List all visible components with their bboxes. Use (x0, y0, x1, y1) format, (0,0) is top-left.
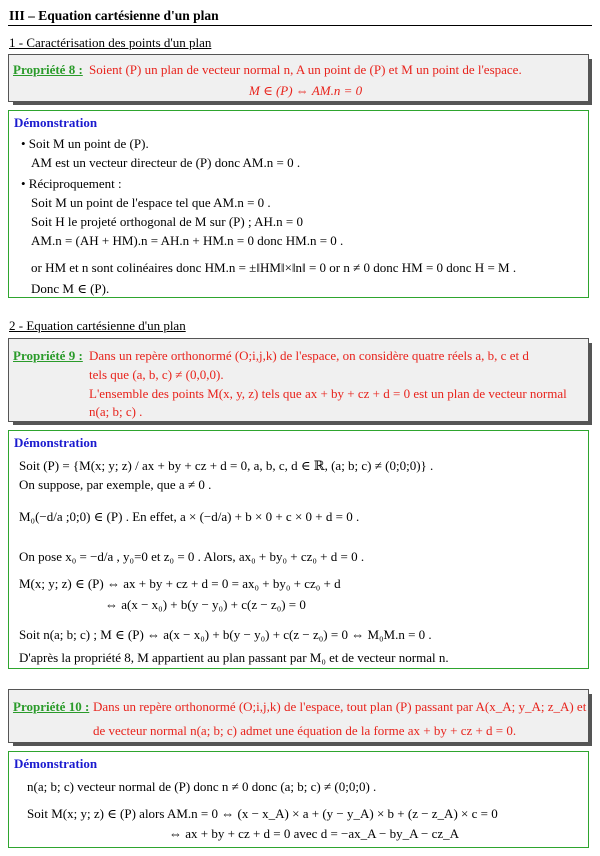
property-9-label: Propriété 9 : (13, 348, 83, 363)
title-rule (8, 25, 592, 26)
demo2-line-4: On pose x₀ = −d/a , y₀=0 et z₀ = 0 . Alors, ax₀ + by₀ + cz₀ + d = 0 . (19, 549, 365, 564)
demo2-line-7: Soit n(a; b; c) ; M ∈ (P) ⇔ a(x − x₀) + b(y − y₀) + c(z − z₀) = 0 ⇔ M₀M.n = 0 . (19, 627, 432, 642)
demo3-line-2: Soit M(x; y; z) ∈ (P) alors AM.n = 0 ⇔ (x − x_A) × a + (y − y_A) × b + (z − z_A) × c = 0 (27, 806, 498, 821)
demo1-line-8: Donc M ∈ (P). (31, 281, 110, 296)
demonstration-1-box (8, 110, 589, 298)
property-9-line-3: L'ensemble des points M(x, y, z) tels que ax + by + cz + d = 0 est un plan de vecteur normal (89, 386, 567, 401)
demo1-line-6: AM.n = (AH + HM).n = AH.n + HM.n = 0 donc HM.n = 0 . (31, 233, 344, 248)
subsection-2-title: 2 - Equation cartésienne d'un plan (9, 318, 186, 333)
demonstration-1-title: Démonstration (14, 115, 98, 130)
demo2-line-2: On suppose, par exemple, que a ≠ 0 . (19, 477, 212, 492)
demo2-line-5: M(x; y; z) ∈ (P) ⇔ ax + by + cz + d = 0 = ax₀ + by₀ + cz₀ + d (19, 576, 341, 591)
property-10-box (8, 689, 589, 743)
demo3-line-3: ⇔ ax + by + cz + d = 0 avec d = −ax_A − by_A − cz_A (169, 826, 460, 841)
property-9-line-2: tels que (a, b, c) ≠ (0,0,0). (89, 367, 224, 382)
demo2-line-8: D'après la propriété 8, M appartient au plan passant par M₀ et de vecteur normal n. (19, 650, 449, 665)
demo2-line-6: ⇔ a(x − x₀) + b(y − y₀) + c(z − z₀) = 0 (105, 597, 306, 612)
property-8-label: Propriété 8 : (13, 62, 83, 77)
property-8-box (8, 54, 589, 102)
demonstration-2-box (8, 430, 589, 669)
demo2-line-3: M₀(−d/a ;0;0) ∈ (P) . En effet, a × (−d/a) + b × 0 + c × 0 + d = 0 . (19, 509, 360, 524)
property-10-label: Propriété 10 : (13, 699, 90, 714)
demo1-line-3: • Réciproquement : (21, 176, 122, 191)
demo1-line-4: Soit M un point de l'espace tel que AM.n = 0 . (31, 195, 271, 210)
section-title: III – Equation cartésienne d'un plan (9, 8, 219, 23)
demo1-line-7: or HM et n sont colinéaires donc HM.n = ±‖HM‖×‖n‖ = 0 or n ≠ 0 donc HM = 0 donc H = M . (31, 260, 517, 275)
demo1-line-2: AM est un vecteur directeur de (P) donc AM.n = 0 . (31, 155, 301, 170)
demo3-line-1: n(a; b; c) vecteur normal de (P) donc n ≠ 0 donc (a; b; c) ≠ (0;0;0) . (27, 779, 377, 794)
demonstration-3-box (8, 751, 589, 848)
property-10-line-1: Dans un repère orthonormé (O;i,j,k) de l'espace, tout plan (P) passant par A(x_A; y_A; z_A) et (93, 699, 587, 714)
property-8-text: Soient (P) un plan de vecteur normal n, A un point de (P) et M un point de l'espace. (89, 62, 522, 77)
property-10-line-2: de vecteur normal n(a; b; c) admet une équation de la forme ax + by + cz + d = 0. (93, 723, 517, 738)
property-9-box (8, 338, 589, 422)
demonstration-3-title: Démonstration (14, 756, 98, 771)
property-9-line-1: Dans un repère orthonormé (O;i,j,k) de l'espace, on considère quatre réels a, b, c et d (89, 348, 529, 363)
property-8-formula: M ∈ (P) ⇔ AM.n = 0 (249, 83, 363, 98)
demonstration-2-title: Démonstration (14, 435, 98, 450)
demo1-line-5: Soit H le projeté orthogonal de M sur (P) ; AH.n = 0 (31, 214, 303, 229)
subsection-1-title: 1 - Caractérisation des points d'un plan (9, 35, 212, 50)
demo2-line-1: Soit (P) = {M(x; y; z) / ax + by + cz + d = 0, a, b, c, d ∈ ℝ, (a; b; c) ≠ (0;0;0)} . (19, 458, 434, 473)
property-9-line-4: n(a; b; c) . (89, 404, 143, 419)
demo1-line-1: • Soit M un point de (P). (21, 136, 149, 151)
